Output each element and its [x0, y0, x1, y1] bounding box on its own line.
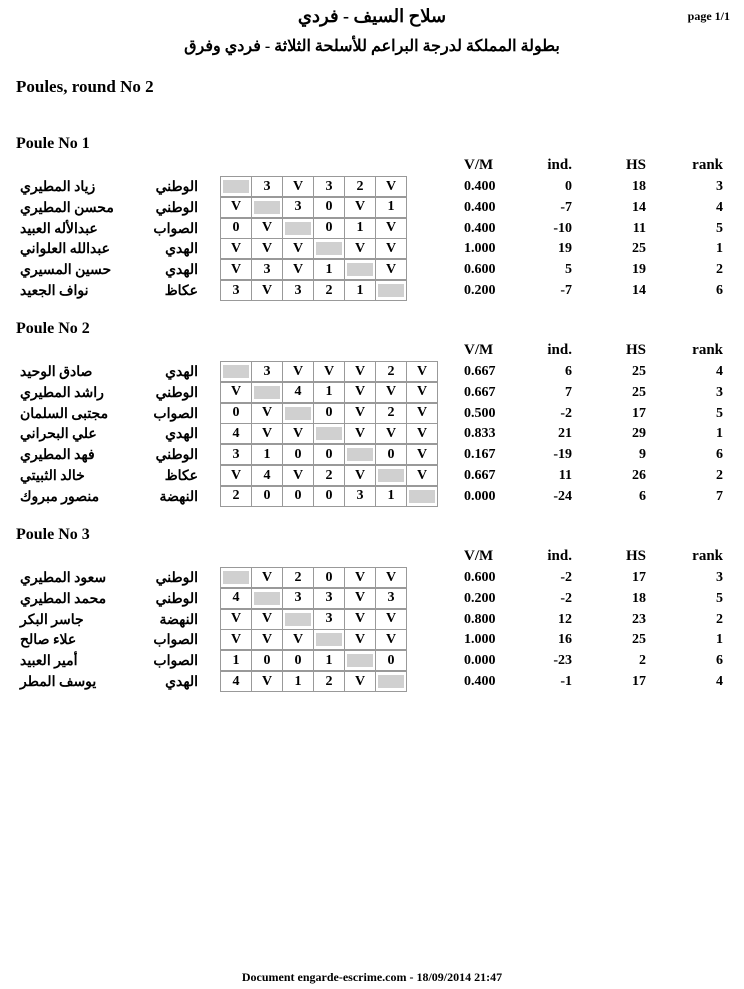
- bout-cell: V: [406, 382, 438, 403]
- bout-cell: V: [406, 403, 438, 424]
- bout-grid-row: [220, 383, 438, 403]
- bout-cell-self: [251, 382, 283, 403]
- bout-cell: 2: [313, 280, 345, 301]
- bout-cell: 0: [220, 218, 252, 239]
- bout-cell: V: [406, 423, 438, 444]
- bout-cell: 2: [375, 361, 407, 382]
- bout-grid-row: [220, 239, 407, 259]
- hs-value: 6: [639, 488, 646, 504]
- ind-value: -19: [553, 447, 572, 463]
- bout-cell: V: [251, 671, 283, 692]
- bout-cell: V: [344, 238, 376, 259]
- fencer-club: الوطني: [155, 180, 198, 195]
- fencer-name: علي البحراني: [20, 427, 97, 443]
- hs-value: 25: [632, 364, 646, 379]
- fencer-row: [0, 445, 744, 466]
- vm-value: 0.667: [464, 384, 496, 400]
- vm-value: 0.400: [464, 199, 496, 215]
- bout-cell: 0: [251, 650, 283, 671]
- bout-cell: 1: [220, 650, 252, 671]
- fencer-name: سعود المطيري: [20, 571, 107, 586]
- fencer-row: [0, 610, 744, 631]
- rank-value: 6: [716, 283, 723, 298]
- bout-cell: V: [220, 259, 252, 280]
- fencer-name: فهد المطيري: [20, 448, 95, 464]
- bout-grid-row: [220, 260, 407, 280]
- bout-grid-row: [220, 568, 407, 588]
- rank-value: 5: [716, 220, 723, 236]
- rank-value: 2: [716, 262, 723, 278]
- bout-cell: 1: [313, 259, 345, 280]
- fencer-club: عكاظ: [164, 469, 198, 484]
- bout-cell: V: [344, 629, 376, 650]
- bout-cell: 1: [344, 218, 376, 239]
- bout-cell: V: [406, 361, 438, 382]
- fencer-row: [0, 466, 744, 487]
- bout-cell: 0: [313, 197, 345, 218]
- column-header-hs: HS: [625, 548, 646, 564]
- poule-title: Poule No 2: [16, 320, 90, 337]
- hs-value: 23: [632, 611, 646, 627]
- ind-value: -2: [560, 570, 572, 585]
- bout-cell: V: [375, 423, 407, 444]
- bout-cell: 2: [220, 486, 252, 507]
- ind-value: 16: [558, 632, 572, 648]
- fencer-name: محسن المطيري: [20, 200, 114, 216]
- column-header-vm: V/M: [464, 342, 494, 358]
- bout-cell: V: [375, 629, 407, 650]
- bout-cell: V: [220, 609, 252, 630]
- bout-cell: 3: [251, 176, 283, 197]
- fencer-club: النهضة: [159, 612, 198, 628]
- round-title: Poules, round No 2: [16, 77, 154, 96]
- column-header-hs: HS: [625, 157, 646, 173]
- vm-value: 0.400: [464, 674, 496, 689]
- ind-value: -24: [553, 488, 572, 504]
- bout-cell: 3: [282, 280, 314, 301]
- vm-value: 0.667: [464, 364, 496, 379]
- column-header-ind: ind.: [547, 157, 572, 173]
- ind-value: 19: [558, 241, 572, 257]
- bout-cell: V: [282, 465, 314, 486]
- ind-value: -2: [560, 590, 572, 606]
- rank-value: 3: [716, 179, 723, 194]
- bout-cell: V: [220, 238, 252, 259]
- hs-value: 2: [639, 653, 646, 669]
- bout-grid-row: [220, 630, 407, 650]
- bout-cell-self: [375, 671, 407, 692]
- bout-cell: 0: [251, 486, 283, 507]
- fencer-club: النهضة: [159, 489, 198, 505]
- fencer-club: الصواب: [153, 633, 198, 649]
- fencer-name: عبدالله العلواني: [20, 242, 110, 258]
- bout-cell: 3: [220, 444, 252, 465]
- ind-value: 11: [558, 468, 572, 483]
- fencer-club: الوطني: [155, 385, 198, 401]
- bout-cell: V: [282, 629, 314, 650]
- fencer-club: الهدي: [165, 675, 198, 690]
- bout-grid-row: [220, 651, 407, 671]
- bout-cell: V: [282, 238, 314, 259]
- bout-cell-self: [313, 238, 345, 259]
- bout-cell: V: [220, 382, 252, 403]
- column-header-vm: V/M: [464, 157, 494, 173]
- bout-grid-row: [220, 281, 407, 301]
- bout-cell: 2: [313, 465, 345, 486]
- vm-value: 0.800: [464, 611, 496, 627]
- hs-value: 25: [632, 632, 646, 648]
- fencer-club: الوطني: [155, 448, 198, 464]
- bout-cell: 3: [344, 486, 376, 507]
- fencer-club: الوطني: [155, 200, 198, 216]
- bout-grid-row: [220, 589, 407, 609]
- fencer-row: [0, 589, 744, 610]
- bout-cell: 2: [375, 403, 407, 424]
- bout-cell: V: [344, 197, 376, 218]
- bout-cell: V: [251, 403, 283, 424]
- fencer-club: الصواب: [153, 221, 198, 237]
- bout-cell: 3: [282, 197, 314, 218]
- vm-value: 0.667: [464, 468, 496, 483]
- bout-grid-row: [220, 177, 407, 197]
- fencer-row: [0, 281, 744, 302]
- ind-value: 7: [565, 384, 572, 400]
- bout-cell: 4: [220, 671, 252, 692]
- hs-value: 17: [632, 570, 646, 585]
- bout-cell: 0: [375, 650, 407, 671]
- bout-grid-row: [220, 487, 438, 507]
- hs-value: 29: [632, 426, 646, 442]
- bout-grid-row: [220, 219, 407, 239]
- bout-cell: 3: [313, 609, 345, 630]
- bout-cell: V: [282, 423, 314, 444]
- fencer-club: عكاظ: [164, 284, 198, 299]
- bout-cell: V: [344, 671, 376, 692]
- hs-value: 18: [632, 590, 646, 606]
- vm-value: 1.000: [464, 241, 496, 257]
- bout-cell-self: [251, 588, 283, 609]
- bout-cell: 0: [313, 403, 345, 424]
- bout-cell: V: [406, 465, 438, 486]
- ind-value: -7: [560, 283, 572, 298]
- bout-cell-self: [282, 218, 314, 239]
- bout-cell: 4: [220, 588, 252, 609]
- document-footer: Document engarde-escrime.com - 18/09/2014 21:47: [241, 970, 503, 984]
- bout-cell: V: [375, 567, 407, 588]
- fencer-name: علاء صالح: [20, 633, 77, 649]
- ind-value: 6: [565, 364, 572, 379]
- rank-value: 3: [716, 570, 723, 585]
- vm-value: 0.400: [464, 179, 496, 194]
- column-header-ind: ind.: [547, 548, 572, 564]
- fencer-row: [0, 219, 744, 240]
- fencer-name: صادق الوحيد: [20, 365, 93, 380]
- bout-cell: 3: [251, 361, 283, 382]
- hs-value: 19: [632, 262, 646, 278]
- bout-cell-self: [251, 197, 283, 218]
- bout-grid-row: [220, 404, 438, 424]
- rank-value: 3: [716, 384, 723, 400]
- hs-value: 18: [632, 179, 646, 194]
- column-header-rank: rank: [692, 548, 723, 564]
- hs-value: 25: [632, 241, 646, 257]
- rank-value: 4: [716, 364, 723, 379]
- rank-value: 1: [716, 632, 723, 648]
- bout-cell: V: [251, 238, 283, 259]
- bout-cell: 0: [313, 444, 345, 465]
- rank-value: 5: [716, 405, 723, 421]
- bout-cell: V: [282, 176, 314, 197]
- page-number: page 1/1: [687, 9, 730, 23]
- poule-title: Poule No 3: [16, 526, 90, 543]
- bout-cell-self: [375, 465, 407, 486]
- bout-cell-self: [375, 280, 407, 301]
- bout-cell: 3: [313, 588, 345, 609]
- bout-cell: V: [344, 382, 376, 403]
- bout-grid-row: [220, 466, 438, 486]
- ind-value: 5: [565, 262, 572, 278]
- bout-cell: V: [406, 444, 438, 465]
- bout-cell: V: [282, 259, 314, 280]
- vm-value: 0.000: [464, 488, 496, 504]
- bout-cell: V: [251, 609, 283, 630]
- fencer-name: عبدالأله العبيد: [20, 221, 98, 237]
- document-subtitle: بطولة المملكة لدرجة البراعم للأسلحة الثلاثة - فردي وفرق: [184, 38, 560, 55]
- bout-cell: 1: [344, 280, 376, 301]
- fencer-row: [0, 672, 744, 693]
- ind-value: -1: [560, 674, 572, 689]
- bout-cell: 0: [282, 486, 314, 507]
- fencer-club: الصواب: [153, 654, 198, 670]
- column-header-rank: rank: [692, 342, 723, 358]
- rank-value: 1: [716, 426, 723, 442]
- fencer-club: الهدي: [165, 427, 198, 443]
- vm-value: 0.600: [464, 570, 496, 585]
- fencer-club: الهدي: [165, 263, 198, 279]
- bout-cell: 3: [220, 280, 252, 301]
- fencer-name: مجتبى السلمان: [20, 406, 109, 422]
- rank-value: 2: [716, 468, 723, 483]
- bout-cell-self: [344, 444, 376, 465]
- bout-cell: V: [313, 361, 345, 382]
- hs-value: 17: [632, 674, 646, 689]
- fencer-name: جاسر البكر: [20, 612, 84, 628]
- fencer-row: [0, 404, 744, 425]
- bout-cell: V: [344, 588, 376, 609]
- rank-value: 5: [716, 590, 723, 606]
- fencer-row: [0, 424, 744, 445]
- bout-cell: V: [220, 629, 252, 650]
- fencer-name: خالد الثبيتي: [20, 469, 85, 484]
- bout-cell-self: [406, 486, 438, 507]
- bout-cell: 0: [313, 218, 345, 239]
- fencer-row: [0, 260, 744, 281]
- bout-cell: V: [282, 361, 314, 382]
- bout-grid-row: [220, 362, 438, 382]
- ind-value: 0: [565, 179, 572, 194]
- column-header-vm: V/M: [464, 548, 494, 564]
- hs-value: 9: [639, 447, 646, 463]
- poule-title: Poule No 1: [16, 135, 90, 152]
- ind-value: 12: [558, 611, 572, 627]
- rank-value: 1: [716, 241, 723, 257]
- bout-cell: V: [375, 609, 407, 630]
- bout-cell: V: [220, 465, 252, 486]
- bout-cell: V: [375, 238, 407, 259]
- bout-cell-self: [313, 629, 345, 650]
- bout-cell: 2: [344, 176, 376, 197]
- fencer-name: نواف الجعيد: [20, 284, 89, 299]
- hs-value: 25: [632, 384, 646, 400]
- bout-grid-row: [220, 198, 407, 218]
- bout-cell: 4: [220, 423, 252, 444]
- bout-cell: 1: [282, 671, 314, 692]
- bout-cell: V: [344, 361, 376, 382]
- fencer-name: أمير العبيد: [20, 654, 78, 670]
- bout-cell: V: [251, 567, 283, 588]
- hs-value: 26: [632, 468, 646, 483]
- bout-cell: 0: [220, 403, 252, 424]
- bout-cell: 1: [313, 382, 345, 403]
- bout-cell: 3: [375, 588, 407, 609]
- rank-value: 2: [716, 611, 723, 627]
- fencer-row: [0, 383, 744, 404]
- fencer-row: [0, 177, 744, 198]
- bout-cell-self: [220, 567, 252, 588]
- rank-value: 7: [716, 488, 723, 504]
- ind-value: 21: [558, 426, 572, 442]
- ind-value: -23: [553, 653, 572, 669]
- bout-cell: V: [344, 403, 376, 424]
- fencer-club: الهدي: [165, 242, 198, 258]
- bout-grid-row: [220, 445, 438, 465]
- fencer-name: منصور مبروك: [20, 489, 100, 505]
- column-header-hs: HS: [625, 342, 646, 358]
- bout-cell: 1: [251, 444, 283, 465]
- fencer-row: [0, 568, 744, 589]
- fencer-row: [0, 630, 744, 651]
- vm-value: 0.500: [464, 405, 496, 421]
- bout-cell: 1: [375, 486, 407, 507]
- bout-cell: 0: [282, 650, 314, 671]
- bout-cell: V: [375, 176, 407, 197]
- bout-cell: V: [344, 609, 376, 630]
- vm-value: 0.833: [464, 426, 496, 442]
- bout-cell: 3: [313, 176, 345, 197]
- bout-cell: V: [344, 465, 376, 486]
- vm-value: 0.167: [464, 447, 496, 463]
- fencer-club: الوطني: [155, 591, 198, 607]
- bout-grid-row: [220, 672, 407, 692]
- vm-value: 0.600: [464, 262, 496, 278]
- bout-cell-self: [344, 259, 376, 280]
- rank-value: 4: [716, 199, 723, 215]
- fencer-name: زياد المطيري: [20, 180, 96, 195]
- bout-cell-self: [344, 650, 376, 671]
- bout-cell: 4: [282, 382, 314, 403]
- bout-grid-row: [220, 424, 438, 444]
- hs-value: 17: [632, 405, 646, 421]
- hs-value: 11: [632, 220, 646, 236]
- bout-cell: V: [375, 218, 407, 239]
- bout-grid-row: [220, 610, 407, 630]
- bout-cell: 0: [282, 444, 314, 465]
- fencer-name: يوسف المطر: [20, 675, 97, 690]
- bout-cell: 0: [313, 567, 345, 588]
- bout-cell: 2: [313, 671, 345, 692]
- bout-cell-self: [220, 361, 252, 382]
- rank-value: 6: [716, 653, 723, 669]
- bout-cell: 4: [251, 465, 283, 486]
- column-header-ind: ind.: [547, 342, 572, 358]
- fencer-row: [0, 362, 744, 383]
- bout-cell: V: [251, 629, 283, 650]
- bout-cell-self: [282, 403, 314, 424]
- hs-value: 14: [632, 283, 646, 298]
- document-title: سلاح السيف - فردي: [297, 6, 447, 26]
- fencer-row: [0, 651, 744, 672]
- vm-value: 0.200: [464, 590, 496, 606]
- bout-cell: V: [344, 567, 376, 588]
- bout-cell-self: [282, 609, 314, 630]
- vm-value: 0.200: [464, 283, 496, 298]
- bout-cell: 2: [282, 567, 314, 588]
- bout-cell: 0: [375, 444, 407, 465]
- bout-cell-self: [313, 423, 345, 444]
- fencer-club: الوطني: [155, 571, 198, 586]
- ind-value: -7: [560, 199, 572, 215]
- fencer-club: الهدي: [165, 365, 198, 380]
- rank-value: 4: [716, 674, 723, 689]
- fencer-row: [0, 239, 744, 260]
- bout-cell: V: [375, 259, 407, 280]
- hs-value: 14: [632, 199, 646, 215]
- vm-value: 1.000: [464, 632, 496, 648]
- vm-value: 0.400: [464, 220, 496, 236]
- bout-cell: 1: [375, 197, 407, 218]
- bout-cell-self: [220, 176, 252, 197]
- bout-cell: V: [251, 423, 283, 444]
- bout-cell: V: [251, 280, 283, 301]
- bout-cell: 3: [251, 259, 283, 280]
- fencer-row: [0, 487, 744, 508]
- bout-cell: V: [251, 218, 283, 239]
- bout-cell: V: [220, 197, 252, 218]
- column-header-rank: rank: [692, 157, 723, 173]
- rank-value: 6: [716, 447, 723, 463]
- ind-value: -2: [560, 405, 572, 421]
- fencer-row: [0, 198, 744, 219]
- fencer-name: حسين المسيري: [20, 263, 112, 279]
- bout-cell: 1: [313, 650, 345, 671]
- ind-value: -10: [553, 220, 572, 236]
- fencer-name: راشد المطيري: [20, 385, 104, 401]
- vm-value: 0.000: [464, 653, 496, 669]
- bout-cell: 3: [282, 588, 314, 609]
- bout-cell: V: [344, 423, 376, 444]
- bout-cell: 0: [313, 486, 345, 507]
- bout-cell: V: [375, 382, 407, 403]
- fencer-club: الصواب: [153, 406, 198, 422]
- fencer-name: محمد المطيري: [20, 591, 107, 607]
